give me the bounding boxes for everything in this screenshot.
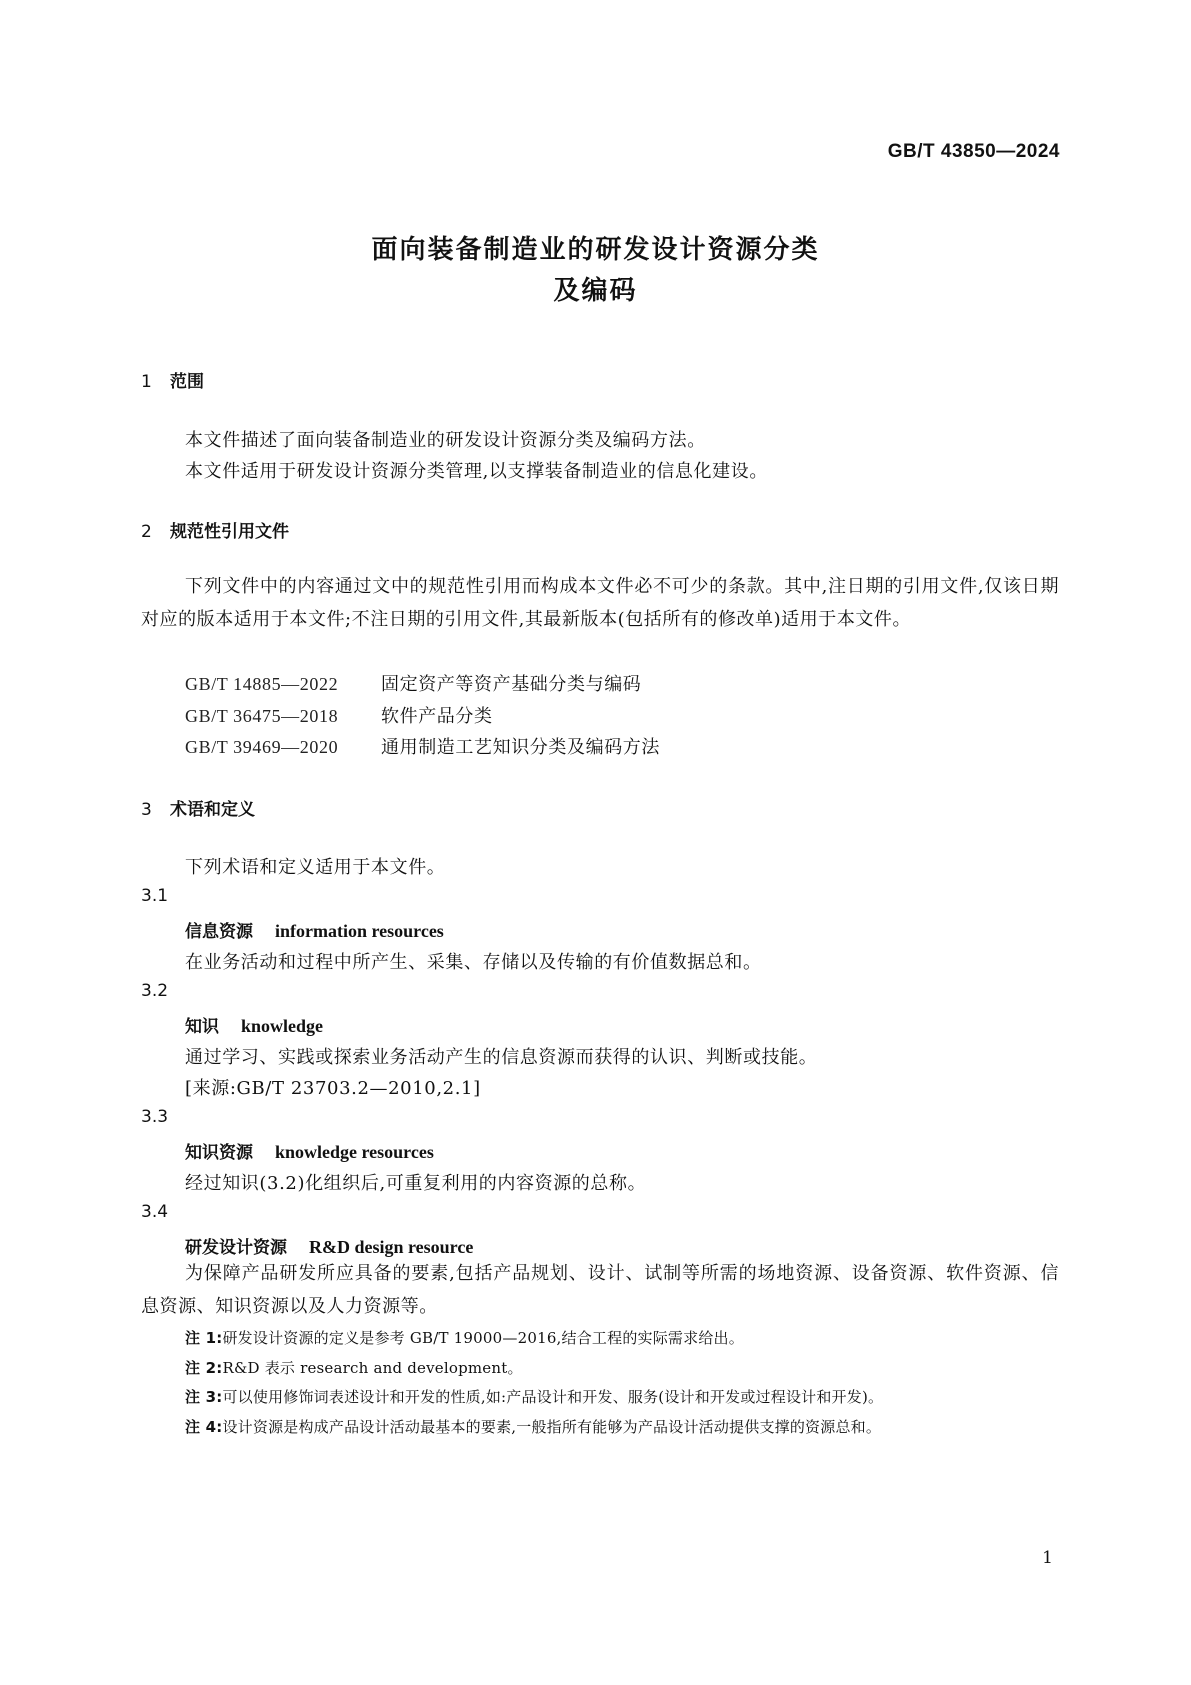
document-title-line-1: 面向装备制造业的研发设计资源分类 xyxy=(371,235,820,265)
reference-item xyxy=(185,733,660,759)
scope-paragraph-2: 本文件适用于研发设计资源分类管理,以支撑装备制造业的信息化建设。 xyxy=(185,461,768,482)
section-title: 范围 xyxy=(170,372,204,392)
term-number: 3.1 xyxy=(141,886,169,906)
references-intro-paragraph: 下列文件中的内容通过文中的规范性引用而构成本文件必不可少的条款。其中,注日期的引用文件,仅该日期对应的版本适用于本文件;不注日期的引用文件,其最新版本(包括所有的修改单)适用于本文件。 xyxy=(141,576,1059,630)
terms-intro: 下列术语和定义适用于本文件。 xyxy=(185,857,446,878)
section-3-heading xyxy=(141,795,255,820)
term-definition: 通过学习、实践或探索业务活动产生的信息资源而获得的认识、判断或技能。 xyxy=(185,1047,818,1068)
term-zh: 知识资源 xyxy=(185,1143,253,1163)
term-heading xyxy=(185,1233,473,1258)
term-definition: 经过知识(3.2)化组织后,可重复利用的内容资源的总称。 xyxy=(185,1173,647,1194)
section-title: 规范性引用文件 xyxy=(170,522,289,542)
section-1-heading xyxy=(141,367,204,392)
term-heading xyxy=(185,1138,434,1163)
document-title-line-2: 及编码 xyxy=(553,276,638,306)
note-label: 注 3: xyxy=(185,1388,223,1406)
term-source: [来源:GB/T 23703.2—2010,2.1] xyxy=(185,1078,481,1099)
term-number: 3.3 xyxy=(141,1107,169,1127)
document-code: GB/T 43850—2024 xyxy=(887,141,1060,162)
reference-item xyxy=(185,670,641,696)
term-zh: 知识 xyxy=(185,1017,219,1037)
term-en: R&D design resource xyxy=(309,1237,474,1257)
note xyxy=(185,1386,883,1407)
reference-code: GB/T 36475—2018 xyxy=(185,706,339,726)
note-label: 注 2: xyxy=(185,1359,223,1377)
section-2-heading xyxy=(141,517,289,542)
page-number: 1 xyxy=(1042,1548,1053,1568)
section-number: 2 xyxy=(141,522,152,542)
term-zh: 研发设计资源 xyxy=(185,1238,287,1258)
scope-paragraph-1: 本文件描述了面向装备制造业的研发设计资源分类及编码方法。 xyxy=(185,430,706,451)
note-text: 设计资源是构成产品设计活动最基本的要素,一般指所有能够为产品设计活动提供支撑的资源总和。 xyxy=(222,1418,882,1436)
term-number: 3.2 xyxy=(141,981,169,1001)
note-text: R&D 表示 research and development。 xyxy=(222,1359,523,1377)
note-label: 注 4: xyxy=(185,1418,223,1436)
note xyxy=(185,1416,881,1437)
reference-title: 软件产品分类 xyxy=(381,706,493,727)
reference-code: GB/T 14885—2022 xyxy=(185,674,339,694)
term-definition: 在业务活动和过程中所产生、采集、存储以及传输的有价值数据总和。 xyxy=(185,952,762,973)
note xyxy=(185,1357,523,1378)
reference-title: 通用制造工艺知识分类及编码方法 xyxy=(381,737,660,758)
term-zh: 信息资源 xyxy=(185,922,253,942)
note xyxy=(185,1327,744,1348)
section-number: 1 xyxy=(141,372,152,392)
term-en: information resources xyxy=(275,921,444,941)
note-text: 可以使用修饰词表述设计和开发的性质,如:产品设计和开发、服务(设计和开发或过程设计和开发)。 xyxy=(222,1388,884,1406)
note-label: 注 1: xyxy=(185,1329,223,1347)
term-en: knowledge resources xyxy=(275,1142,434,1162)
term-en: knowledge xyxy=(241,1016,324,1036)
term-heading xyxy=(185,1012,323,1037)
note-text: 研发设计资源的定义是参考 GB/T 19000—2016,结合工程的实际需求给出。 xyxy=(222,1329,744,1347)
section-title: 术语和定义 xyxy=(170,800,255,820)
reference-code: GB/T 39469—2020 xyxy=(185,737,339,757)
term-heading xyxy=(185,917,444,942)
term-definition: 为保障产品研发所应具备的要素,包括产品规划、设计、试制等所需的场地资源、设备资源、软件资源、信息资源、知识资源以及人力资源等。 xyxy=(141,1263,1059,1317)
reference-title: 固定资产等资产基础分类与编码 xyxy=(381,674,642,695)
term-number: 3.4 xyxy=(141,1202,169,1222)
reference-item xyxy=(185,702,493,728)
section-number: 3 xyxy=(141,800,152,820)
